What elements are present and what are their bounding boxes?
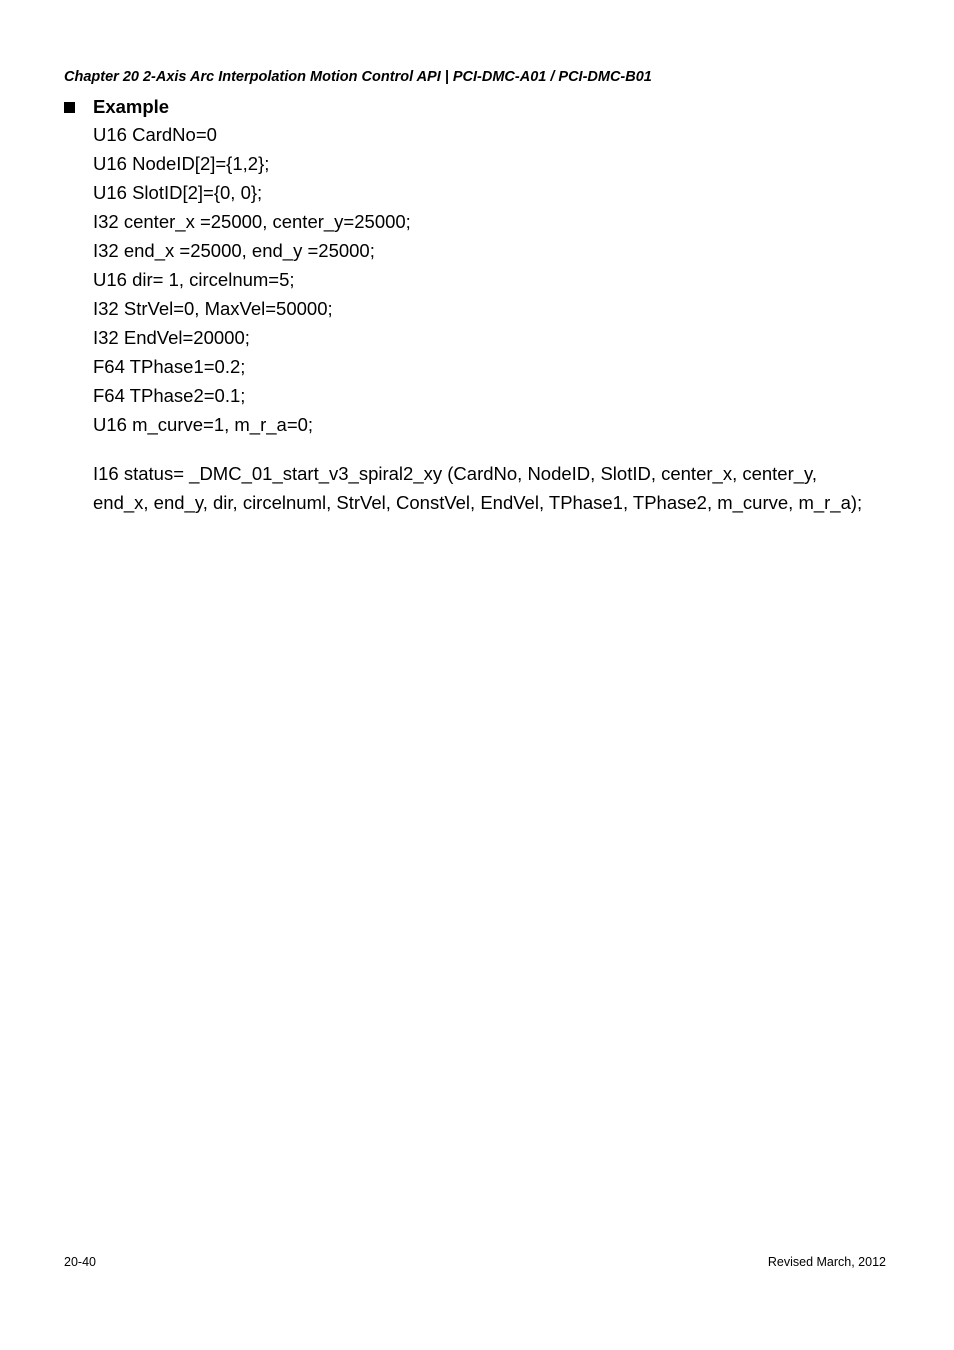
code-line: I32 end_x =25000, end_y =25000; bbox=[93, 240, 375, 261]
code-example-block bbox=[93, 120, 893, 439]
code-line: U16 NodeID[2]={1,2}; bbox=[93, 153, 270, 174]
revision-note: Revised March, 2012 bbox=[767, 1255, 886, 1269]
code-line: F64 TPhase1=0.2; bbox=[93, 356, 246, 377]
code-line: F64 TPhase2=0.1; bbox=[93, 385, 246, 406]
square-bullet-icon bbox=[64, 102, 75, 113]
code-line: U16 CardNo=0 bbox=[93, 124, 217, 145]
code-line: U16 SlotID[2]={0, 0}; bbox=[93, 182, 263, 203]
section-title: Example bbox=[93, 96, 170, 117]
section-heading bbox=[64, 94, 169, 120]
code-line: U16 dir= 1, circelnum=5; bbox=[93, 269, 295, 290]
code-line: I32 StrVel=0, MaxVel=50000; bbox=[93, 298, 333, 319]
code-line: U16 m_curve=1, m_r_a=0; bbox=[93, 414, 314, 435]
code-line: I32 EndVel=20000; bbox=[93, 327, 250, 348]
page-number: 20-40 bbox=[64, 1255, 96, 1269]
function-call-statement: I16 status= _DMC_01_start_v3_spiral2_xy (CardNo, NodeID, SlotID, center_x, center_y, end_x, end_y, dir, circelnuml, StrVel, ConstVel, EndVel, TPhase1, TPhase2, m_curve, m_r_a); bbox=[93, 463, 863, 513]
page-header: Chapter 20 2-Axis Arc Interpolation Motion Control API | PCI-DMC-A01 / PCI-DMC-B01 bbox=[64, 69, 652, 85]
code-line: I32 center_x =25000, center_y=25000; bbox=[93, 211, 411, 232]
